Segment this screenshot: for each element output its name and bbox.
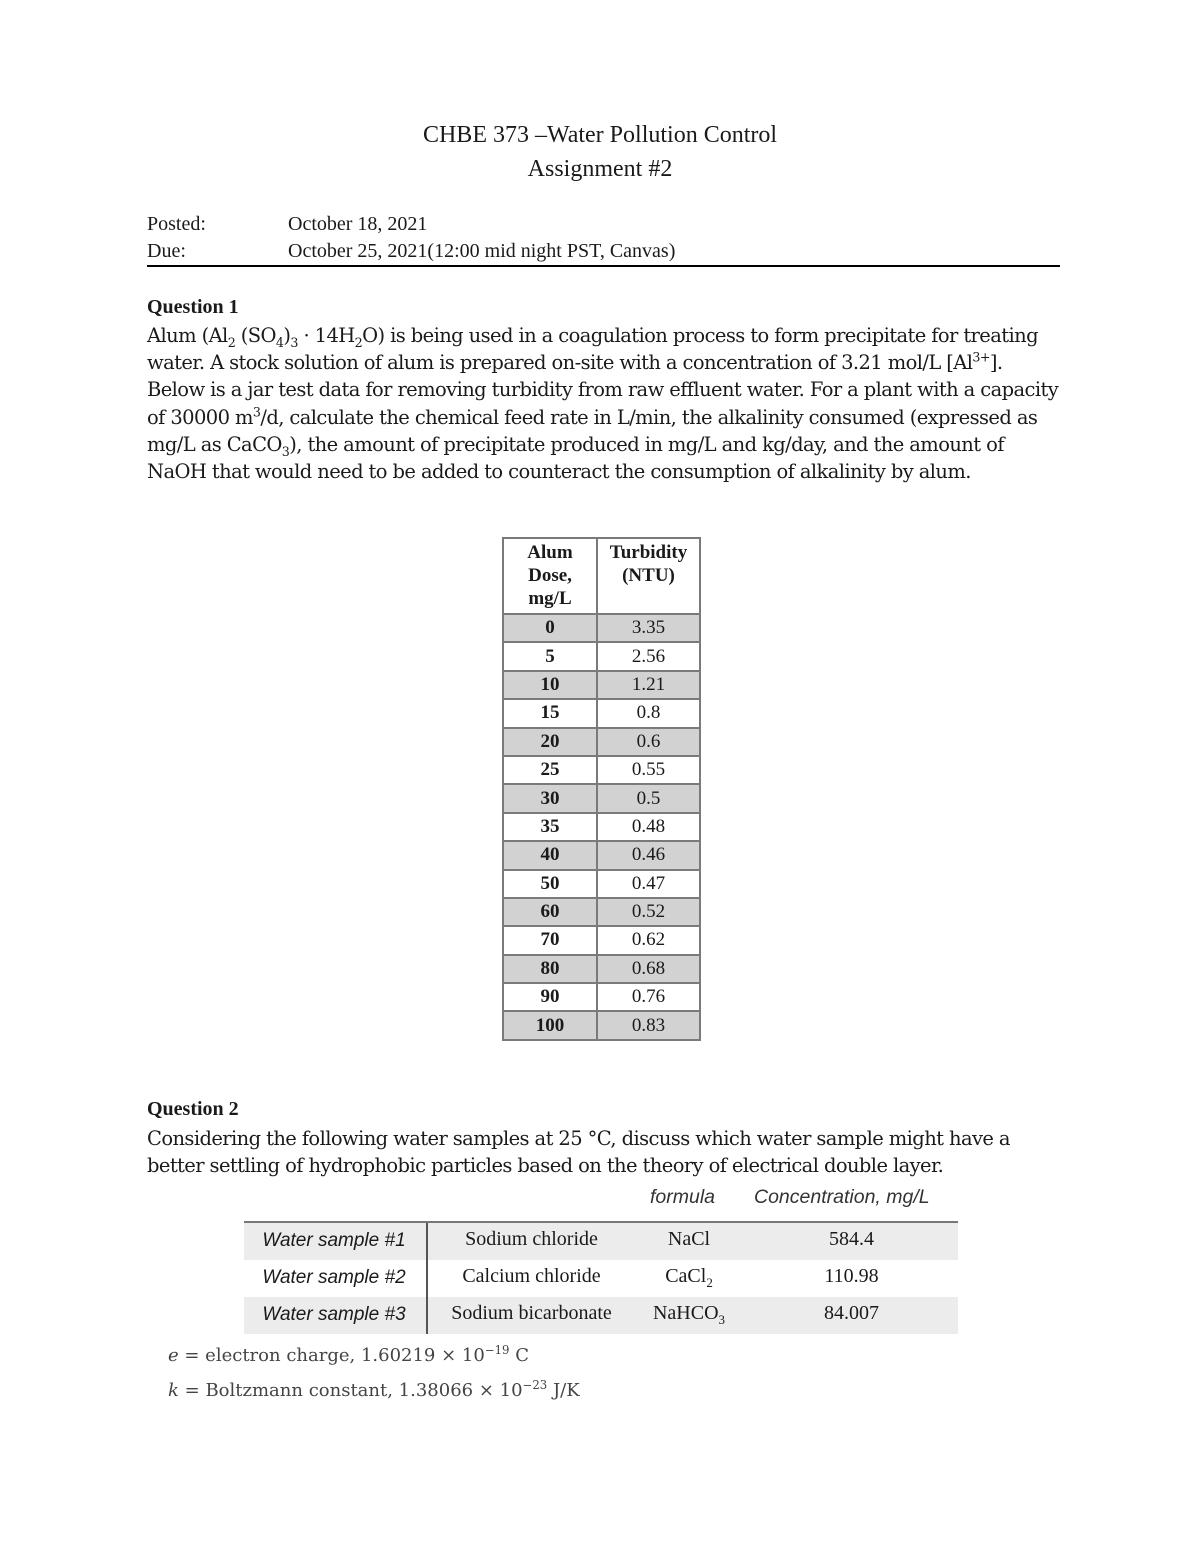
turbidity-header: Turbidity (NTU)	[597, 538, 700, 614]
table-row: Water sample #1 Sodium chloride NaCl 584.4	[244, 1223, 958, 1260]
table-row: 90 0.76	[503, 983, 700, 1011]
table-row: 50 0.47	[503, 870, 700, 898]
table-row: 0 3.35	[503, 614, 700, 642]
table-row: 10 1.21	[503, 671, 700, 699]
question-2-heading: Question 2	[147, 1098, 239, 1120]
table-row: 5 2.56	[503, 642, 700, 670]
jar-test-rows	[503, 614, 700, 1040]
due-line	[147, 240, 675, 263]
posted-line	[147, 213, 427, 236]
table-row: 20 0.6	[503, 728, 700, 756]
table-row: 80 0.68	[503, 955, 700, 983]
formula-header: formula	[650, 1186, 716, 1208]
label-column-divider	[426, 1223, 428, 1334]
due-date: October 25, 2021(12:00 mid night PST, Canvas)	[288, 240, 676, 262]
header-divider	[147, 265, 1060, 267]
assignment-title: Assignment #2	[527, 156, 673, 182]
alum-dose-header: Alum Dose, mg/L	[503, 538, 597, 614]
table-row: 35 0.48	[503, 813, 700, 841]
jar-test-table	[502, 537, 701, 1041]
concentration-header: Concentration, mg/L	[754, 1186, 930, 1208]
question-1-text: Alum ($Al_2$ $(SO_4)_3 \cdot 14H_2O$) is being used in a coagulation process to form precipitate for treating water. A stock solution of alum is prepared on-site with a concentration of 3.21 mol/L $[Al^{3+}]$. Below is a jar test data for removing turbidity from raw effluent water. For a plant with a capacity of 30000 $m^3/d$, calculate the chemical feed rate in L/min, the alkalinity consumed (expressed as mg/L as CaCO$_3$), the amount of precipitate produced in mg/L and kg/day, and the amount of NaOH that would need to be added to counteract the consumption of alkalinity by alum.	[147, 324, 1059, 484]
table-row: 70 0.62	[503, 926, 700, 954]
table-row: Water sample #2 Calcium chloride CaCl$_2$ 110.98	[262, 1265, 879, 1290]
table-row: 15 0.8	[503, 699, 700, 727]
table-row: 30 0.5	[503, 784, 700, 812]
posted-date: October 18, 2021	[288, 213, 428, 235]
question-1-heading: Question 1	[147, 296, 239, 318]
posted-label: Posted:	[147, 213, 206, 235]
table-row: 25 0.55	[503, 756, 700, 784]
electron-charge-constant: e = electron charge, $1.60219 \times 10^{-19}$ C	[168, 1343, 529, 1366]
table-row: 60 0.52	[503, 898, 700, 926]
table-row: 100 0.83	[503, 1011, 700, 1039]
table-row: 40 0.46	[503, 841, 700, 869]
boltzmann-constant: k = Boltzmann constant, $1.38066 \times 10^{-23}$ J/K	[168, 1378, 580, 1401]
due-label: Due:	[147, 240, 186, 262]
table-row: Water sample #3 Sodium bicarbonate NaHCO$_3$ 84.007	[244, 1297, 958, 1334]
question-2-text: Considering the following water samples at 25 °C, discuss which water sample might have a better settling of hydrophobic particles based on the theory of electrical double layer.	[147, 1127, 1010, 1178]
course-title: CHBE 373 –Water Pollution Control	[422, 122, 778, 148]
